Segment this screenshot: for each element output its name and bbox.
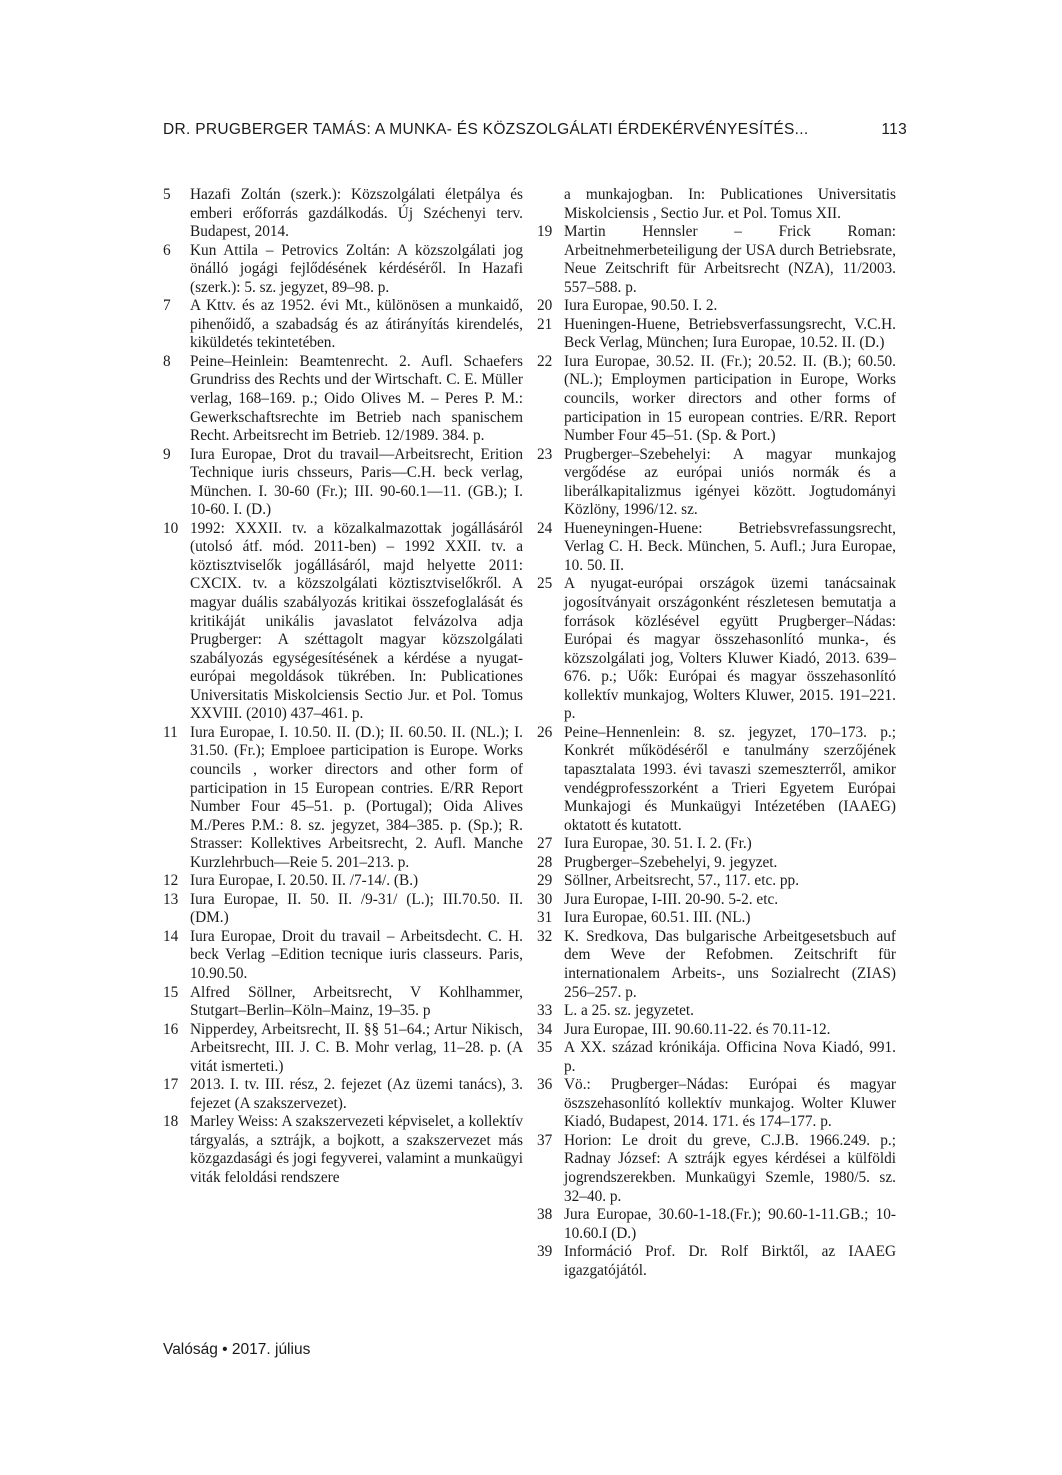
endnote-number: 35 [537, 1039, 553, 1057]
endnote [163, 1076, 523, 1113]
endnote [537, 1039, 896, 1076]
endnote-number: 16 [163, 1020, 179, 1038]
endnote-number: 19 [537, 223, 553, 241]
endnote [537, 909, 896, 928]
endnote [537, 316, 896, 353]
endnote-text: Jura Europae, III. 90.60.11-22. és 70.11-12. [564, 1020, 831, 1038]
left-column [163, 186, 523, 1188]
endnote-text: Nipperdey, Arbeitsrecht, II. §§ 51–64.; Artur Nikisch, Arbeitsrecht, III. J. C. B. Mohr verlag, 11–28. p. (A vitát ismerteti.) [190, 1020, 523, 1075]
endnote-text: Vö.: Prugberger–Nádas: Európai és magyar öszszehasonlító kollektív munkajog. Wolter Kluwer Kiadó, Budapest, 2014. 171. és 174–177. p. [564, 1076, 896, 1131]
endnote-number: 26 [537, 723, 553, 741]
endnote [163, 724, 523, 872]
endnote [537, 446, 896, 520]
endnote-number: 37 [537, 1131, 553, 1149]
endnote-number: 32 [537, 927, 553, 945]
endnote [537, 297, 896, 316]
endnote-text: Martin Hennsler – Frick Roman: Arbeitnehmerbeteiligung der USA durch Betriebsrate, Neue Zeitschrift für Arbeitsrecht (NZA), 11/2003. 557–588. p. [564, 223, 896, 296]
endnote-text: Iura Europae, 60.51. III. (NL.) [564, 909, 751, 927]
endnote-number: 39 [537, 1243, 553, 1261]
endnote [537, 1002, 896, 1021]
endnote-text: Marley Weiss: A szakszervezeti képviselet, a kollektív tárgyalás, a sztrájk, a bojkott, a szakszervezet más közgazdasági és jogi fegyverei, valamint a munkaügyi viták feloldási rendszere [190, 1113, 523, 1186]
endnote-text: Hueningen-Huene, Betriebsverfassungsrecht, V.C.H. Beck Verlag, München; Iura Europae, 10.52. II. (D.) [564, 315, 896, 352]
running-header [163, 121, 907, 143]
endnote-number: 8 [163, 352, 171, 370]
running-header-title: DR. PRUGBERGER TAMÁS: A MUNKA- ÉS KÖZSZOLGÁLATI ÉRDEKÉRVÉNYESÍTÉS... [163, 121, 809, 138]
endnote-number: 12 [163, 872, 179, 890]
endnote-number: 30 [537, 890, 553, 908]
endnote [163, 872, 523, 891]
endnote-text: Iura Europae, 30.52. II. (Fr.); 20.52. II. (B.); 60.50. (NL.); Employmen participation in Europe, Works councils, worker directors and other forms of participation in 15 european contries. E/RR. Report Number Four 45–51. (Sp. & Port.) [564, 352, 896, 445]
endnote-number: 24 [537, 519, 553, 537]
endnote-text: Peine–Heinlein: Beamtenrecht. 2. Aufl. Schaefers Grundriss des Rechts und der Wirtschaft. C. E. Müller verlag, 168–169. p.; Oido Olives M. – Peres P. M.: Gewerkschaftsrechte im Betrieb nach spanischem Recht. Arbeitsrecht im Betrieb. 12/1989. 384. p. [190, 352, 523, 445]
endnote-text: A XX. század krónikája. Officina Nova Kiadó, 991. p. [564, 1039, 896, 1075]
endnote-text: 1992: XXXII. tv. a közalkalmazottak jogállásáról (utolsó átf. mód. 2011-ben) – 1992 XXII. tv. a köztisztviselők jogállásáról, majd helyette 2011: CXCIX. tv. a közszolgálati köztisztviselőkről. A magyar duális szabályozás kritikai összefoglalását és kritikáját unikális javaslatot felvázolva adja Prugberger: A széttagolt magyar közszolgálati szabályozás egységesítésének a kérdése a nyugat-európai megoldások tükrében. In: Publicationes Universitatis Miskolciensis Sectio Jur. et Pol. Tomus XXVIII. (2010) 437–461. p. [190, 519, 523, 723]
endnote-text: K. Sredkova, Das bulgarische Arbeitgesetsbuch auf dem Weve der Refobmen. Zeitschrift für internationalem Arbeits-, uns Sozialrecht (ZIAS) 256–257. p. [564, 927, 896, 1001]
endnote [537, 854, 896, 873]
endnote-text: Hueneyningen-Huene: Betriebsvrefassungsrecht, Verlag C. H. Beck. München, 5. Aufl.; Jura Europae, 10. 50. II. [564, 519, 896, 574]
endnote-number: 23 [537, 445, 553, 463]
endnote-number: 6 [163, 241, 171, 259]
endnote-text: Iura Europae, 90.50. I. 2. [564, 297, 718, 315]
endnote [537, 520, 896, 576]
endnote-number: 34 [537, 1020, 553, 1038]
endnote-text: A Kttv. és az 1952. évi Mt., különösen a munkaidő, pihenőidő, a szabadság és az átirányítás kirendelés, kiküldetés tekintetében. [190, 297, 523, 352]
endnote-number: 10 [163, 519, 179, 537]
endnote-number: 33 [537, 1002, 553, 1020]
endnote-number: 22 [537, 352, 553, 370]
endnote-text: Hazafi Zoltán (szerk.): Közszolgálati életpálya és emberi erőforrás gazdálkodás. Új Széchenyi terv. Budapest, 2014. [190, 186, 523, 241]
right-column [537, 186, 896, 1280]
endnote-text: Kun Attila – Petrovics Zoltán: A közszolgálati jog önálló jogági fejlődésének kérdéséről. In Hazafi (szerk.): 5. sz. jegyzet, 89–98. p. [190, 241, 523, 296]
endnote [163, 984, 523, 1021]
endnote-text: Iura Europae, I. 20.50. II. /7-14/. (B.) [190, 872, 419, 890]
endnote-number: 17 [163, 1076, 179, 1094]
endnote-number: 25 [537, 575, 553, 593]
endnote-number: 29 [537, 872, 553, 890]
endnote [537, 928, 896, 1002]
endnote [163, 186, 523, 242]
endnote-text: Iura Europae, 30. 51. I. 2. (Fr.) [564, 835, 752, 853]
endnote [163, 520, 523, 724]
endnote [163, 891, 523, 928]
endnote [537, 575, 896, 723]
endnote-text: Információ Prof. Dr. Rolf Birktől, az IAAEG igazgatójától. [564, 1243, 896, 1279]
endnote-continuation: a munkajogban. In: Publicationes Universitatis Miskolciensis , Sectio Jur. et Pol. Tomus XII. [564, 186, 896, 222]
endnote [163, 928, 523, 984]
endnote-number: 20 [537, 297, 553, 315]
page-footer: Valóság • 2017. július [163, 1341, 311, 1358]
endnote [537, 1206, 896, 1243]
endnote [537, 872, 896, 891]
endnote-text: Iura Europae, II. 50. II. /9-31/ (L.); III.70.50. II. (DM.) [190, 890, 523, 927]
endnote-text: Horion: Le droit du greve, C.J.B. 1966.249. p.; Radnay József: A sztrájk egyes kérdései a külföldi jogrendszerekben. Munkaügyi Szemle, 1980/5. sz. 32–40. p. [564, 1131, 896, 1205]
endnote [537, 724, 896, 835]
endnote-number: 38 [537, 1206, 553, 1224]
endnote [537, 1076, 896, 1132]
endnote-text: Jura Europae, 30.60-1-18.(Fr.); 90.60-1-11.GB.; 10-10.60.I (D.) [564, 1206, 896, 1242]
endnote-text: A nyugat-európai országok üzemi tanácsainak jogosítványait országonként részletesen bemutatja a források közlésével együtt Prugberger–Nádas: Európai és magyar összehasonlító munka-, és közszolgálati jog, Volters Kluwer Kiadó, 2013. 639–676. p.; Uők: Európai és magyar összehasonlító kollektív munkajog, Wolters Kluwer, 2015. 191–221. p. [564, 575, 896, 723]
endnote [537, 223, 896, 297]
endnote-text: Iura Europae, Droit du travail – Arbeitsdecht. C. H. beck Verlag –Edition tecnique iuris classeurs. Paris, 10.90.50. [190, 927, 523, 982]
endnote-number: 21 [537, 315, 553, 333]
endnote [163, 446, 523, 520]
endnote-number: 5 [163, 186, 171, 203]
endnote-text: Prugberger–Szebehelyi: A magyar munkajog vergődése az európai uniós normák és a liberálkapitalizmus igényei között. Jogtudományi Közlöny, 1996/12. sz. [564, 445, 896, 519]
endnote [537, 1132, 896, 1206]
endnote [163, 353, 523, 446]
endnote [537, 891, 896, 910]
endnote-number: 31 [537, 909, 553, 927]
endnote [537, 353, 896, 446]
endnote-number: 27 [537, 835, 553, 853]
endnote-number: 18 [163, 1113, 179, 1131]
endnote-text: 2013. I. tv. III. rész, 2. fejezet (Az üzemi tanács), 3. fejezet (A szakszervezet). [190, 1076, 523, 1112]
endnote [537, 835, 896, 854]
endnote-text: Iura Europae, I. 10.50. II. (D.); II. 60.50. II. (NL.); I. 31.50. (Fr.); Emploee participation is Europe. Works councils , worker directors and other form of participation in 15 European contries. E/RR Report Number Four 45–51. p. (Portugal); Oida Alives M./Peres P.M.: 8. sz. jegyzet, 384–385. p. (Sp.); R. Strasser: Kollektives Arbeitsrecht, 2. Aufl. Manche Kurzlehrbuch—Reie 5. 201–213. p. [190, 723, 523, 871]
endnote-text: Prugberger–Szebehelyi, 9. jegyzet. [564, 853, 778, 871]
page-number: 113 [881, 121, 907, 138]
endnote [163, 1113, 523, 1187]
endnote [163, 242, 523, 298]
endnote-number: 9 [163, 445, 171, 463]
endnote-text: Peine–Hennenlein: 8. sz. jegyzet, 170–173. p.; Konkrét működéséről e tanulmány szerzőjének tapasztalata 1993. évi tavaszi szemeszterről, amikor vendégprofesszorként a Trieri Egyetem Európai Munkajogi és Munkaügyi Intézetében (IAAEG) oktatott és kutatott. [564, 723, 896, 834]
endnote [163, 1021, 523, 1077]
endnote-number: 15 [163, 983, 179, 1001]
endnote-text: Alfred Söllner, Arbeitsrecht, V Kohlhammer, Stutgart–Berlin–Köln–Mainz, 19–35. p [190, 983, 523, 1020]
endnote-text: Söllner, Arbeitsrecht, 57., 117. etc. pp. [564, 872, 800, 890]
endnote-number: 36 [537, 1076, 553, 1094]
endnote-text: L. a 25. sz. jegyzetet. [564, 1002, 694, 1020]
endnote-number: 11 [163, 723, 178, 741]
endnote-number: 13 [163, 890, 179, 908]
endnote [537, 1021, 896, 1040]
endnote-text: Iura Europae, Drot du travail—Arbeitsrecht, Erition Technique iuris chsseurs, Paris—C.H. beck verlag, München. I. 30-60 (Fr.); III. 90-60.1—11. (GB.); I. 10-60. I. (D.) [190, 445, 523, 519]
endnote [163, 297, 523, 353]
endnote-number: 7 [163, 297, 171, 315]
endnote-number: 14 [163, 927, 179, 945]
endnote-number: 28 [537, 853, 553, 871]
endnote-text: Jura Europae, I-III. 20-90. 5-2. etc. [564, 890, 779, 908]
endnote [537, 1243, 896, 1280]
